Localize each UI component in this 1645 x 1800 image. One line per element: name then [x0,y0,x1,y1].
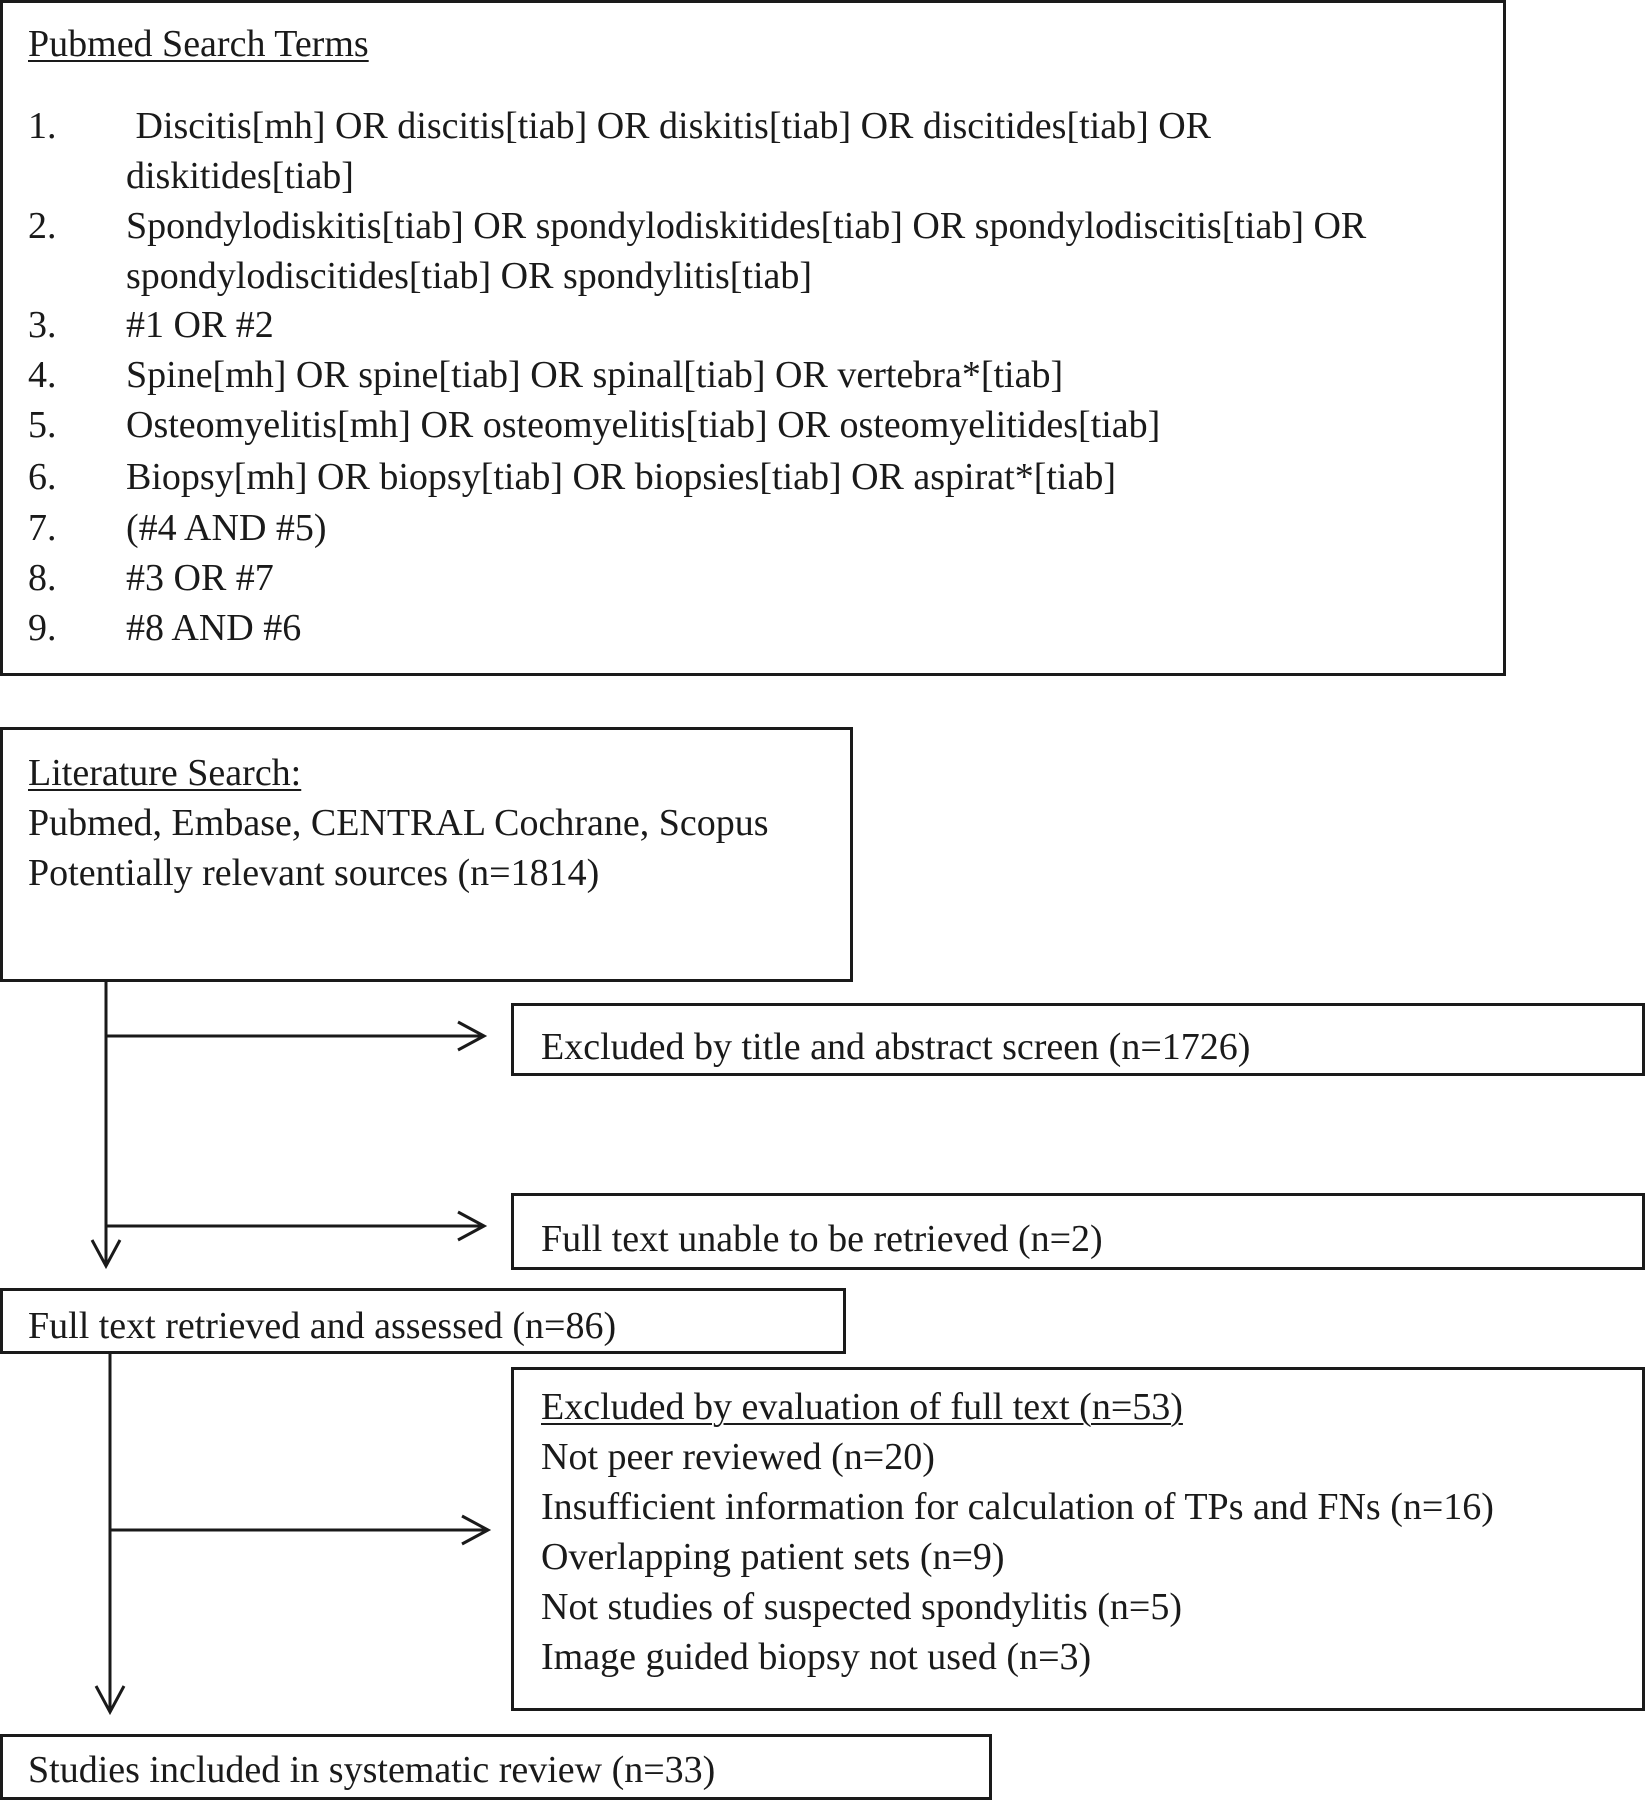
term-line: diskitides[tiab] [126,155,354,197]
term-number: 1. [28,105,57,147]
term-line: spondylodiscitides[tiab] OR spondylitis[tiab] [126,255,813,297]
term-number: 7. [28,507,57,549]
term-number: 3. [28,304,57,346]
unretrieved-text: Full text unable to be retrieved (n=2) [541,1218,1103,1260]
exclusion-reason: Overlapping patient sets (n=9) [541,1536,1005,1578]
fulltext-assessed-text: Full text retrieved and assessed (n=86) [28,1305,617,1347]
term-number: 2. [28,205,57,247]
literature-search-box [0,727,853,982]
term-line: Spine[mh] OR spine[tiab] OR spinal[tiab] OR vertebra*[tiab] [126,354,1064,396]
term-number: 8. [28,557,57,599]
term-line: Biopsy[mh] OR biopsy[tiab] OR biopsies[tiab] OR aspirat*[tiab] [126,456,1116,498]
term-number: 4. [28,354,57,396]
literature-search-title: Literature Search: [28,752,302,794]
excluded-title-abstract-text: Excluded by title and abstract screen (n=1726) [541,1026,1251,1068]
excluded-fulltext-box [511,1367,1645,1711]
term-line: #8 AND #6 [126,607,302,649]
term-line: Discitis[mh] OR discitis[tiab] OR diskitis[tiab] OR discitides[tiab] OR [126,105,1212,147]
term-line: Spondylodiskitis[tiab] OR spondylodiskitides[tiab] OR spondylodiscitis[tiab] OR [126,205,1367,247]
search-terms-title: Pubmed Search Terms [28,23,369,65]
term-line: #3 OR #7 [126,557,274,599]
fulltext-assessed-box [0,1288,846,1354]
term-line: (#4 AND #5) [126,507,327,549]
term-number: 5. [28,404,57,446]
excluded-fulltext-title: Excluded by evaluation of full text (n=53) [541,1386,1183,1428]
literature-databases: Pubmed, Embase, CENTRAL Cochrane, Scopus [28,802,769,844]
unretrieved-box [511,1193,1645,1270]
potential-sources-count: Potentially relevant sources (n=1814) [28,852,600,894]
term-line: Osteomyelitis[mh] OR osteomyelitis[tiab] OR osteomyelitides[tiab] [126,404,1161,446]
exclusion-reason: Not studies of suspected spondylitis (n=5) [541,1586,1182,1628]
term-number: 6. [28,456,57,498]
term-number: 9. [28,607,57,649]
exclusion-reason: Not peer reviewed (n=20) [541,1436,935,1478]
excluded-title-abstract-box [511,1003,1645,1076]
exclusion-reason: Insufficient information for calculation of TPs and FNs (n=16) [541,1486,1494,1528]
term-line: #1 OR #2 [126,304,274,346]
included-studies-box [0,1734,992,1800]
exclusion-reason: Image guided biopsy not used (n=3) [541,1636,1092,1678]
included-studies-text: Studies included in systematic review (n=33) [28,1749,716,1791]
